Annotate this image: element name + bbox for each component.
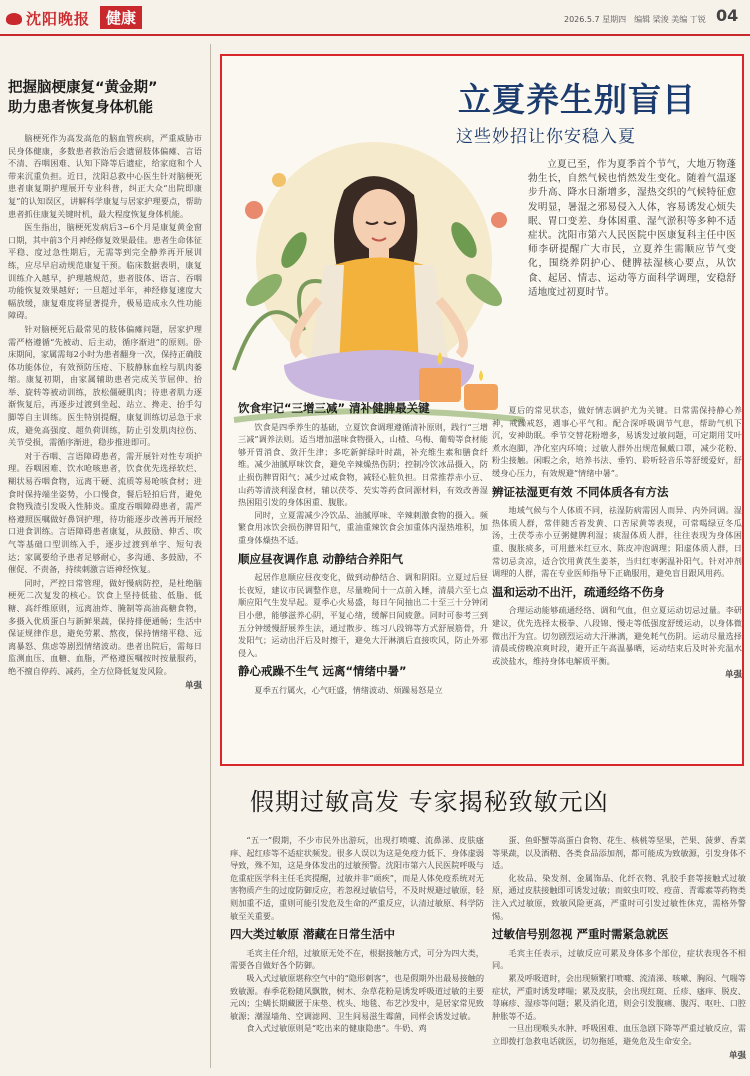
feature-subtitle: 这些妙招让你安稳入夏 [456, 127, 636, 147]
feature-article [220, 54, 744, 766]
allergy-article [220, 776, 746, 1061]
logo-text: 沈阳晚报 [26, 10, 91, 28]
paragraph: “五一”假期，不少市民外出游玩，出现打喷嚏、流鼻涕、皮肤瘙痒、起红疹等不适症状频发。很多人误以为这是免疫力低下、身体虚弱导致，殊不知，这是身体发出的过敏预警。沈阳市第六人民医院呼吸与危重症医学科主任毛宾提醒，过敏并非“顽疾”，而是人体免疫系统对无害物质产生的过度防御反应，若忽视过敏信号，不及时规避过敏原，轻则加重不适，重则可能引发危及生命的严重反应，认清过敏原、科学防敏至关重要。 [230, 835, 484, 921]
left-article-body [8, 132, 202, 692]
paragraph: 同时，严控日常管理，做好慢病防控，是杜绝脑梗死二次复发的核心。饮食上坚持低盐、低脂、低糖、高纤维原则，远离油炸、腌制等高油高糖食物，多摄入优质蛋白与新鲜果蔬，保持排便通畅；生活中保证规律作息，避免劳累、熬夜，保持情绪平稳、远离暴怒、焦虑等剧烈情绪波动。患者出院后，需每日监测血压、血糖、血脂，严格遵医嘱按时按量服药，绝不擅自停药、减药，全方位降低复发风险。 [8, 577, 202, 676]
paragraph: 对于吞咽、言语障碍患者，需开展针对性专项护理。吞咽困难、饮水呛咳患者，饮食优先选择软烂、糊状易吞咽食物，远离干硬、流质等易呛咳食材；进食时保持端坐姿势，小口慢食，餐后轻拍后背，避免食物残渣引发吸入性肺炎。重度吞咽障碍患者，需严格遵照医嘱做好鼻饲护理，待功能逐步改善再开展经口进食训练。言语障碍患者康复，从鼓励、伸舌、吹气等基础口型训练入手，逐步过渡到单字、短句表达；家属要给予患者足够耐心，多沟通、多鼓励，不催促、不责备，持续刺激言语神经恢复。 [8, 450, 202, 575]
allergy-column-left [230, 834, 484, 1035]
feature-column-right [492, 404, 742, 682]
page-header [0, 0, 750, 36]
feature-column-left [238, 396, 488, 696]
paragraph: 食入式过敏原则是“吃出来的健康隐患”。牛奶、鸡 [246, 1023, 427, 1034]
feature-title: 立夏养生别盲目 [458, 80, 696, 119]
paragraph: 地域气候与个人体质不同，祛湿防病需因人而异、内外同调。湿热体质人群，常伴随舌苔发黄、口苦尿黄等表现，可常喝绿豆冬瓜汤，土茯苓赤小豆粥健脾利湿；痰湿体质人群，往往表现为身体困重、腹胀痰多，可用薏米红豆水、陈皮冲泡调理；阳虚体质人群，日常切忌贪凉，适合饮用黄芪生姜茶，当归红枣粥温补阳气。针对冲剂调理的人群，需在专业医师指导下正确服用，避免盲目跟风用药。 [492, 505, 742, 579]
paragraph: 夏季五行属火，心气旺盛，情绪波动、烦躁易怒是立 [254, 684, 443, 695]
intro-paragraph: 立夏已至，作为夏季首个节气，大地万物蓬勃生长，自然气候也悄然发生变化。随着气温逐步升高、降水日渐增多，湿热交织的气候特征愈发明显，暑湿之邪易侵入人体，容易诱发心烦失眠、胃口变差、身体困重、湿气淤积等多种不适症状。沈阳市第六人民医院中医康复科主任中医师李研提醒广大市民，立夏养生需顺应节气变化，围绕养阴护心、健脾祛湿核心要点，从饮食、起居、情志、运动等方面科学调理，安稳舒适地度过初夏时节。 [528, 159, 736, 298]
paragraph: 合理运动能够疏通经络、调和气血，但立夏运动切忌过量。李研建议，优先选择太极拳、八段锦、慢走等低强度舒缓运动，以身体微微出汗为宜。切勿剧烈运动大汗淋漓，避免耗气伤阴。运动尽量选择清晨或傍晚凉爽时段，避开正午高温暴晒，运动结束后及时补充温水或淡盐水，维持身体电解质平衡。 [492, 605, 742, 666]
section-badge: 健康 [100, 6, 142, 29]
paragraph: 化妆品、染发剂、金属饰品、化纤衣物、乳胶手套等接触式过敏原，通过皮肤接触即可诱发过敏；而蚊虫叮咬、疫苗、青霉素等药物类注入式过敏原，致敏风险更高，严重时可引发过敏性休克，需格外警惕。 [492, 872, 746, 921]
byline: 单强 [184, 680, 202, 691]
newspaper-logo [6, 8, 90, 29]
feature-intro [528, 158, 736, 300]
left-article [8, 78, 202, 692]
meditation-illustration [224, 140, 529, 436]
paragraph: 一旦出现喉头水肿、呼吸困难、血压急剧下降等严重过敏反应，需立即拨打急救电话就医，切勿拖延，避免危及生命安全。 [492, 1023, 746, 1046]
byline: 单强 [728, 1050, 746, 1061]
page-number: 04 [716, 6, 739, 25]
byline: 单强 [724, 670, 742, 681]
subheading: 辨证祛湿更有效 不同体质各有方法 [492, 484, 669, 499]
subheading: 温和运动不出汗，疏通经络不伤身 [492, 584, 665, 599]
editor-credit: 编辑 梁浚 [634, 15, 669, 24]
paragraph: 同时，立夏需减少冷饮品、油腻厚味、辛辣刺激食物的摄入。频繁食用冰饮会损伤脾胃阳气，重油重辣饮食会加重体内湿热堆积，加重身体燥热不适。 [238, 509, 488, 545]
subheading: 饮食牢记“三增三减” 清补健脾最关键 [238, 401, 430, 415]
subheading: 过敏信号别忽视 严重时需紧急就医 [492, 927, 669, 942]
issue-weekday: 星期四 [602, 15, 627, 24]
subheading: 四大类过敏原 潜藏在日常生活中 [230, 927, 396, 942]
paragraph: 医生指出，脑梗死发病后3~6个月是康复黄金窗口期，其中前3个月神经修复效果最佳。患者生命体征平稳、度过急性期后，无需等到完全静养再开展训练，应尽早启动规范康复干预。临床数据表明，康复训练介入越早，护理越规范，患者肢体、语言、吞咽功能恢复效果越好；一旦超过半年，神经修复速度大幅放缓，康复难度将显著提升，极易造成永久性功能障碍。 [8, 222, 202, 321]
column-divider [210, 44, 211, 1068]
paragraph: 起居作息顺应昼夜变化，做到动静结合、调和阴阳。立夏过后昼长夜短，建议市民调整作息，尽量晚间十一点前入睡，清晨六至七点顺应阳气生发早起。夏季心火易盛，每日午间抽出二十至三十分钟闭目小憩，能够滋养心阴，平复心绪，缓解日间疲惫。同时可参考三到五分钟缓慢舒展养生法，通过散步、练习八段锦等方式舒展筋骨，升发阳气；运动出汗后及时擦干，避免大汗淋漓后直接吹风，防止外邪侵入。 [238, 572, 488, 658]
paragraph: 饮食是四季养生的基础，立夏饮食调理遵循清补原则，践行“三增三减”调养法则。适当增加滋味食物摄入，山楂、乌梅、葡萄等食材能够开胃消食、敛汗生津；多吃新鲜绿叶时蔬，补充维生素和膳食纤维。减少油腻厚味饮食，避免辛辣燥热伤阴；控制冷饮冰品摄入，防止损伤脾胃阳气；减少过咸食物，减轻心脏负担。日常推荐赤小豆、山药等清淡利湿食材，辅以茯苓、芡实等药食同源材料，有效改善湿热困阻引发的身体困重、腹胀。 [238, 421, 488, 508]
designer-credit: 美编 丁锐 [671, 15, 706, 24]
paragraph: 毛宾主任介绍，过敏原无处不在，根据接触方式，可分为四大类，需要各自做好各个防御。 [230, 947, 484, 971]
paragraph: 毛宾主任表示，过敏反应可累及身体多个部位，症状表现各不相同。 [492, 947, 746, 971]
allergy-title: 假期过敏高发 专家揭秘致敏元凶 [250, 788, 609, 816]
subheading: 顺应昼夜调作息 动静结合养阳气 [238, 551, 404, 566]
logo-icon [6, 13, 22, 25]
paragraph: 累及呼吸道时，会出现频繁打喷嚏、流清涕、咳嗽、胸闷、气喘等症状，严重时诱发哮喘；累及皮肤，会出现红斑、丘疹、瘙痒、脱皮、荨麻疹、湿疹等问题；累及消化道，则会引发腹痛、腹泻、呕吐、口腔肿胀等不适。 [492, 972, 746, 1021]
issue-date: 2026.5.7 [564, 15, 600, 24]
paragraph: 吸入式过敏原堪称空气中的“隐形刺客”，也是假期外出最易接触的致敏源。春季花粉随风飘散，树木、杂草花粉是诱发呼吸道过敏的主要元凶；尘螨长期藏匿于床垫、枕头、地毯、布艺沙发中，是居家常见致敏源；潮湿墙角、空调滤网、卫生间易滋生霉菌，同样会诱发过敏。 [230, 972, 485, 1021]
issue-meta [564, 14, 706, 25]
paragraph: 脑梗死作为高发高危的脑血管疾病，严重威胁市民身体健康，多数患者救治后会遗留肢体偏瘫、言语不清、吞咽困难、认知下降等后遗症，给家庭和个人带来沉重负担。近日，沈阳总救中心医生针对脑梗死患者康复期护理展开专业科普，纠正大众“出院即康复”的认知误区，讲解科学康复与居家护理要点，帮助患者抓住康复关键时机，最大程度恢复身体机能。 [8, 133, 202, 219]
paragraph: 夏后的常见状态，做好情志调护尤为关键。日常需保持静心养神，戒躁戒怒，遇事心平气和。配合深呼吸调节气息，帮助气机下沉，安神助眠。季节交替花粉增多，易诱发过敏问题，可定期用艾叶煮水泡脚，净化室内环境；过敏人群外出规范佩戴口罩，减少花粉、粉尘接触。闲暇之余，培养书法、垂钓、聆听轻音乐等舒缓爱好，舒缓身心压力，有效规避“情绪中暑”。 [492, 405, 742, 478]
paragraph: 针对脑梗死后最常见的肢体偏瘫问题，居家护理需严格遵循“先被动、后主动，循序渐进”的原则。卧床期间，家属需每2小时为患者翻身一次，保持正确肢体功能体位，有效预防压疮、下肢静脉血栓与肌肉萎缩。康复初期，由家属辅助患者完成关节屈伸、抬举、旋转等被动训练，放松僵硬肌肉；待患者肌力逐渐恢复后，再逐步过渡到坐起、站立、搀走、抬手勾脚等自主训练。医生特别提醒，康复训练切忌急于求成，避免高强度、超负荷训练，防止引发肌肉拉伤、关节受损，需循序渐进，稳步推进即可。 [8, 323, 202, 448]
allergy-column-right [492, 834, 746, 1062]
paragraph: 蛋、鱼虾蟹等高蛋白食物、花生、核桃等坚果，芒果、菠萝、香菜等果蔬，以及酒精、各类食品添加剂，都可能成为致敏源，引发身体不适。 [492, 835, 746, 871]
left-article-title: 把握脑梗康复“黄金期” 助力患者恢复身体机能 [8, 80, 158, 116]
subheading: 静心戒躁不生气 远离“情绪中暑” [238, 664, 407, 679]
